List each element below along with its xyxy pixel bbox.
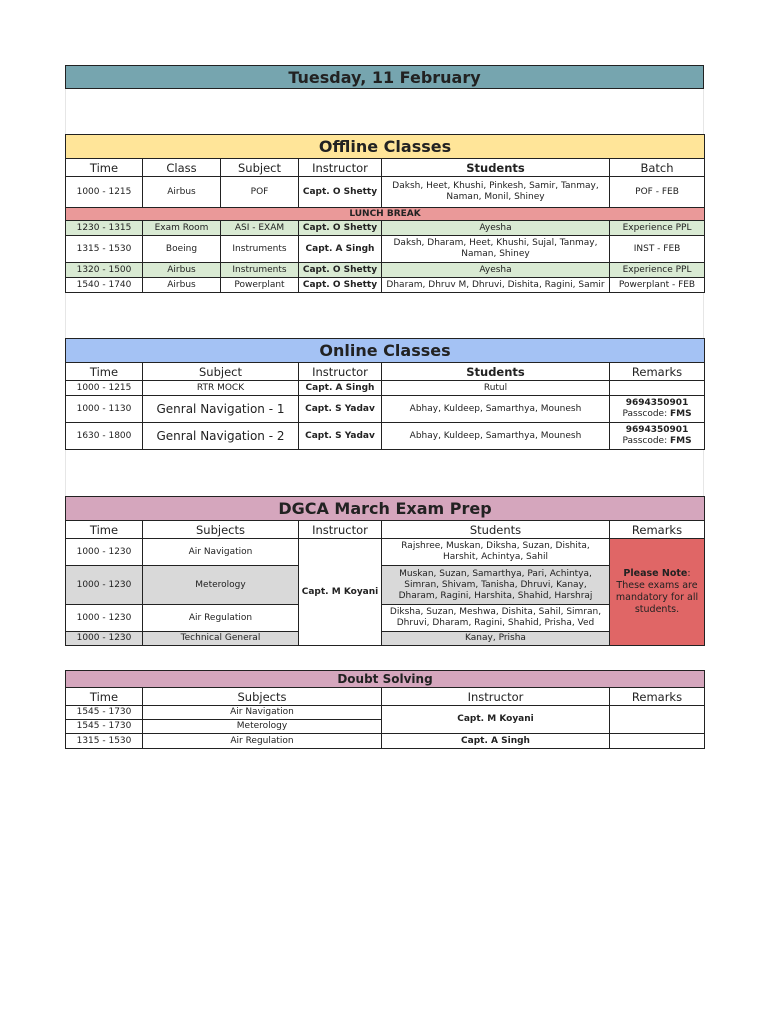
- spacer: [65, 646, 704, 670]
- cell-instructor: Capt. S Yadav: [299, 396, 382, 423]
- table-row: [66, 278, 705, 293]
- table-row: [66, 423, 705, 450]
- cell-students: Kanay, Prisha: [382, 632, 610, 646]
- doubt-solving-table: [65, 670, 705, 749]
- cell-subject: Air Navigation: [143, 539, 299, 566]
- header-instructor: Instructor: [299, 159, 382, 177]
- cell-time: 1320 - 1500: [66, 263, 143, 278]
- cell-students: Abhay, Kuldeep, Samarthya, Mounesh: [382, 423, 610, 450]
- header-time: Time: [66, 521, 143, 539]
- spacer: [65, 450, 704, 496]
- cell-remarks: [610, 423, 705, 450]
- page-title: Tuesday, 11 February: [66, 66, 704, 89]
- cell-subject: Genral Navigation - 1: [143, 396, 299, 423]
- header-students: Students: [382, 363, 610, 381]
- cell-time: 1000 - 1130: [66, 396, 143, 423]
- cell-students: Daksh, Dharam, Heet, Khushi, Sujal, Tanmay, Naman, Shiney: [382, 236, 610, 263]
- table-row: [66, 539, 705, 566]
- cell-subject: Instruments: [221, 263, 299, 278]
- cell-students: Rajshree, Muskan, Diksha, Suzan, Dishita, Harshit, Achintya, Sahil: [382, 539, 610, 566]
- cell-subject: Air Navigation: [143, 706, 382, 720]
- spacer: [65, 293, 704, 338]
- cell-subject: Powerplant: [221, 278, 299, 293]
- header-subjects: Subjects: [143, 688, 382, 706]
- cell-remarks: [610, 734, 705, 749]
- cell-time: 1630 - 1800: [66, 423, 143, 450]
- passcode-value: FMS: [669, 409, 692, 419]
- cell-subject: Air Regulation: [143, 605, 299, 632]
- cell-instructor: Capt. M Koyani: [382, 706, 610, 734]
- doubt-title: Doubt Solving: [66, 671, 705, 688]
- cell-students: Diksha, Suzan, Meshwa, Dishita, Sahil, Simran, Dhruvi, Dharam, Ragini, Shahid, Prisha, Ved: [382, 605, 610, 632]
- meeting-id: 9694350901: [625, 398, 689, 408]
- cell-instructor: Capt. M Koyani: [299, 539, 382, 646]
- cell-subject: Genral Navigation - 2: [143, 423, 299, 450]
- header-instructor: Instructor: [382, 688, 610, 706]
- header-time: Time: [66, 159, 143, 177]
- cell-time: 1000 - 1215: [66, 177, 143, 208]
- cell-class: Airbus: [143, 278, 221, 293]
- cell-instructor: Capt. A Singh: [299, 381, 382, 396]
- header-remarks: Remarks: [610, 363, 705, 381]
- offline-classes-table: [65, 134, 705, 293]
- mandatory-note: [610, 539, 705, 646]
- cell-time: 1315 - 1530: [66, 734, 143, 749]
- passcode-value: FMS: [669, 436, 692, 446]
- table-row: [66, 236, 705, 263]
- header-subject: Subject: [143, 363, 299, 381]
- table-row: [66, 632, 705, 646]
- cell-time: 1000 - 1215: [66, 381, 143, 396]
- cell-subject: RTR MOCK: [143, 381, 299, 396]
- cell-batch: POF - FEB: [610, 177, 705, 208]
- cell-time: 1545 - 1730: [66, 706, 143, 720]
- schedule-sheet: [65, 65, 704, 749]
- table-row: [66, 396, 705, 423]
- cell-remarks: [610, 381, 705, 396]
- passcode-label: Passcode:: [622, 409, 670, 419]
- cell-time: 1000 - 1230: [66, 566, 143, 605]
- cell-class: Boeing: [143, 236, 221, 263]
- cell-students: Dharam, Dhruv M, Dhruvi, Dishita, Ragini, Samir: [382, 278, 610, 293]
- table-row: [66, 734, 705, 749]
- cell-time: 1000 - 1230: [66, 605, 143, 632]
- dgca-title: DGCA March Exam Prep: [66, 497, 705, 521]
- cell-time: 1230 - 1315: [66, 221, 143, 236]
- header-subject: Subject: [221, 159, 299, 177]
- cell-time: 1540 - 1740: [66, 278, 143, 293]
- table-row: [66, 706, 705, 720]
- passcode-label: Passcode:: [622, 436, 670, 446]
- meeting-id: 9694350901: [625, 425, 689, 435]
- online-classes-table: [65, 338, 705, 450]
- header-instructor: Instructor: [299, 521, 382, 539]
- cell-instructor: Capt. O Shetty: [299, 177, 382, 208]
- cell-class: Exam Room: [143, 221, 221, 236]
- cell-subject: Instruments: [221, 236, 299, 263]
- header-time: Time: [66, 363, 143, 381]
- note-bold: Please Note: [623, 568, 688, 579]
- header-remarks: Remarks: [610, 521, 705, 539]
- cell-instructor: Capt. O Shetty: [299, 221, 382, 236]
- cell-batch: Powerplant - FEB: [610, 278, 705, 293]
- table-row: [66, 381, 705, 396]
- cell-instructor: Capt. O Shetty: [299, 278, 382, 293]
- cell-students: Rutul: [382, 381, 610, 396]
- offline-title: Offline Classes: [66, 135, 705, 159]
- header-subjects: Subjects: [143, 521, 299, 539]
- header-time: Time: [66, 688, 143, 706]
- cell-instructor: Capt. A Singh: [382, 734, 610, 749]
- cell-batch: Experience PPL: [610, 263, 705, 278]
- cell-remarks: [610, 396, 705, 423]
- table-row: [66, 221, 705, 236]
- cell-students: Muskan, Suzan, Samarthya, Pari, Achintya, Simran, Shivam, Tanisha, Dhruvi, Kanay, Dharam, Ragini, Harshita, Shahid, Harshraj: [382, 566, 610, 605]
- cell-subject: Meterology: [143, 566, 299, 605]
- cell-students: Ayesha: [382, 221, 610, 236]
- header-class: Class: [143, 159, 221, 177]
- cell-subject: POF: [221, 177, 299, 208]
- cell-time: 1545 - 1730: [66, 720, 143, 734]
- cell-subject: ASI - EXAM: [221, 221, 299, 236]
- cell-class: Airbus: [143, 177, 221, 208]
- cell-subject: Meterology: [143, 720, 382, 734]
- cell-time: 1000 - 1230: [66, 632, 143, 646]
- cell-students: Abhay, Kuldeep, Samarthya, Mounesh: [382, 396, 610, 423]
- table-row: [66, 263, 705, 278]
- cell-class: Airbus: [143, 263, 221, 278]
- header-instructor: Instructor: [299, 363, 382, 381]
- cell-subject: Technical General: [143, 632, 299, 646]
- table-row: [66, 605, 705, 632]
- lunch-row: [66, 208, 705, 221]
- cell-instructor: Capt. S Yadav: [299, 423, 382, 450]
- cell-remarks: [610, 706, 705, 734]
- note-text: : These exams are mandatory for all students.: [615, 568, 699, 615]
- cell-batch: Experience PPL: [610, 221, 705, 236]
- header-students: Students: [382, 521, 610, 539]
- cell-students: Ayesha: [382, 263, 610, 278]
- cell-instructor: Capt. A Singh: [299, 236, 382, 263]
- table-row: [66, 177, 705, 208]
- online-title: Online Classes: [66, 339, 705, 363]
- cell-batch: INST - FEB: [610, 236, 705, 263]
- table-row: [66, 566, 705, 605]
- dgca-exam-table: [65, 496, 705, 646]
- header-students: Students: [382, 159, 610, 177]
- cell-instructor: Capt. O Shetty: [299, 263, 382, 278]
- header-remarks: Remarks: [610, 688, 705, 706]
- title-table: [65, 65, 704, 89]
- header-batch: Batch: [610, 159, 705, 177]
- cell-time: 1315 - 1530: [66, 236, 143, 263]
- lunch-label: LUNCH BREAK: [66, 208, 705, 221]
- cell-time: 1000 - 1230: [66, 539, 143, 566]
- spacer: [65, 89, 704, 134]
- cell-students: Daksh, Heet, Khushi, Pinkesh, Samir, Tanmay, Naman, Monil, Shiney: [382, 177, 610, 208]
- cell-subject: Air Regulation: [143, 734, 382, 749]
